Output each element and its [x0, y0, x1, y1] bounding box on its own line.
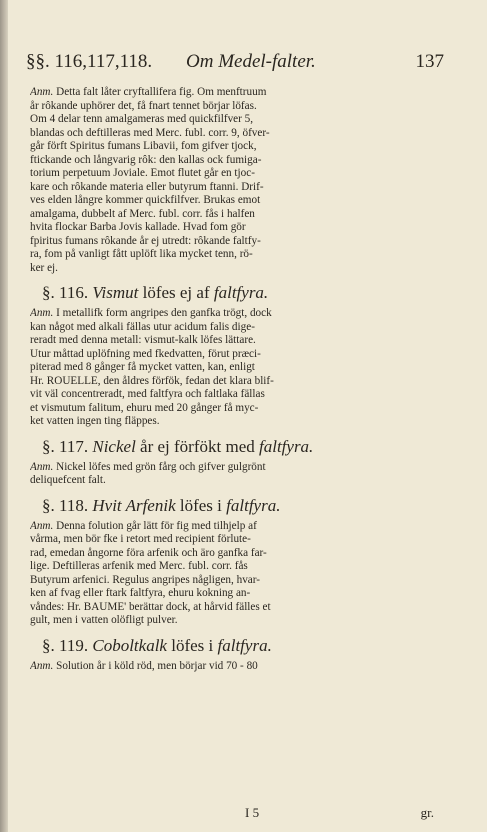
section-number: §. 116. — [42, 283, 89, 302]
page-number: 137 — [415, 51, 444, 72]
section-substance: Nickel — [92, 436, 136, 456]
anm-label: Anm. — [30, 307, 54, 319]
section-solvent: faltfyra. — [259, 436, 314, 456]
text-line: Anm. Nickel löfes med grön fårg och gifver gulgrönt — [30, 460, 266, 473]
section-solvent: faltfyra. — [226, 495, 281, 515]
text-line: vit väl concentreradt, med faltfyra och faltlaka fällas — [30, 388, 265, 400]
section-solvent: faltfyra. — [217, 635, 272, 655]
text-line: går förft Spiritus fumans Libavii, fom gifver tjock, — [30, 140, 257, 152]
section-solvent: faltfyra. — [213, 283, 269, 302]
text-line: vårma, men bör fke i retort med recipient förlute- — [30, 533, 251, 545]
text-line: kan något med alkali fällas utur acidum falis dige- — [30, 320, 255, 333]
text-line: blandas och deftilleras med Merc. fubl. corr. 9, öfver- — [30, 126, 270, 139]
text-line: piterad med 8 gånger få mycket vatten, kan, enligt — [30, 361, 255, 373]
section-heading-118 — [30, 496, 434, 516]
section-number: §. 117. — [42, 436, 89, 456]
section-verb: löfes ej af — [142, 283, 210, 302]
anm-label: Anm. — [30, 659, 54, 672]
catchword: gr. — [420, 805, 434, 820]
paragraph-117 — [30, 461, 434, 488]
header-sections: §§. 116,117,118. — [26, 51, 153, 72]
text-line: lige. Deftilleras arfenik med Merc. fubl. corr. fås — [30, 560, 248, 572]
text-line: deliquefcent falt. — [30, 474, 106, 486]
section-verb: år ej förfökt med — [140, 436, 255, 456]
section-number: §. 118. — [42, 495, 89, 515]
text-line: Hr. ROUELLE, den åldres förfök, fedan det klara blif- — [30, 374, 274, 387]
paragraph-119 — [30, 660, 434, 674]
section-verb: löfes i — [171, 635, 214, 655]
text-line: ker ej. — [30, 261, 58, 274]
section-substance: Vismut — [92, 283, 139, 302]
text-line: ra, fom på vanligt fått uplöft lika mycket tenn, rö- — [30, 248, 253, 260]
text-line: fpiritus fumans rôkande år ej utredt: rôkande faltfy- — [30, 234, 261, 247]
text-line: hvita flockar Barba Jovis kallade. Hvad fom gör — [30, 221, 246, 233]
text-line: Anm. I metallifk form angripes den ganfka trögt, dock — [30, 307, 272, 319]
paragraph-118 — [30, 520, 434, 628]
text-line: Anm. Solution år i köld röd, men börjar vid 70 - 80 — [30, 659, 258, 672]
text-line: ken af fvag eller ftark faltfyra, ehuru kokning an- — [30, 587, 251, 599]
text-line: Anm. Detta falt låter cryftallifera fig. Om menftruum — [30, 86, 267, 98]
text-line: år rôkande uphörer det, få fnart tennet börjar löfas. — [30, 99, 257, 112]
section-substance: Hvit Arfenik — [92, 495, 176, 515]
section-heading-116 — [30, 283, 434, 303]
text-line: Om 4 delar tenn amalgameras med quickfilfver 5, — [30, 113, 254, 125]
paragraph-116 — [30, 307, 434, 429]
paragraph-anm-intro — [30, 86, 434, 275]
signature-mark: I 5 — [245, 805, 260, 820]
header-title: Om Medel-falter. — [186, 51, 316, 72]
anm-label: Anm. — [30, 86, 54, 98]
section-heading-119 — [30, 636, 434, 656]
text-line: ves elden långre kommer quickfilfver. Brukas emot — [30, 194, 261, 206]
running-header — [26, 50, 444, 74]
section-number: §. 119. — [42, 635, 89, 655]
page-gutter-shadow — [0, 0, 8, 832]
text-line: ket vatten ingen ting fläppes. — [30, 415, 160, 427]
text-line: våndes: Hr. BAUME' berättar dock, at hårvid fälles et — [30, 600, 271, 613]
anm-label: Anm. — [30, 519, 54, 532]
page-body — [30, 86, 434, 675]
section-substance: Coboltkalk — [92, 635, 167, 655]
text-line: et vismutum falitum, ehuru med 20 gånger få myc- — [30, 401, 259, 414]
text-line: torium perpetuum Joviale. Emot flutet går en tjoc- — [30, 167, 255, 179]
text-line: ftickande och långvarig rôk: den kallas ock fumiga- — [30, 153, 262, 166]
book-page — [8, 0, 487, 832]
text-line: gult, men i vatten olöfligt pulver. — [30, 614, 178, 626]
section-verb: löfes i — [179, 495, 222, 515]
text-line: amalgama, dubbelt af Merc. fubl. corr. fås i halfen — [30, 207, 255, 220]
text-line: kare och rôkande materia eller butyrum ftanni. Drif- — [30, 180, 264, 193]
section-heading-117 — [30, 437, 434, 457]
text-line: reradt med denna metall: vismut-kalk löfes lättare. — [30, 334, 256, 346]
text-line: Utur måttad uplöfning med fkedvatten, förut præci- — [30, 347, 261, 360]
anm-label: Anm. — [30, 460, 54, 473]
text-line: rad, emedan ångorne föra arfenik och äro ganfka far- — [30, 546, 267, 559]
text-line: Anm. Denna folution går lätt för fig med tilhjelp af — [30, 519, 257, 532]
text-line: Butyrum arfenici. Regulus angripes någligen, hvar- — [30, 573, 260, 586]
